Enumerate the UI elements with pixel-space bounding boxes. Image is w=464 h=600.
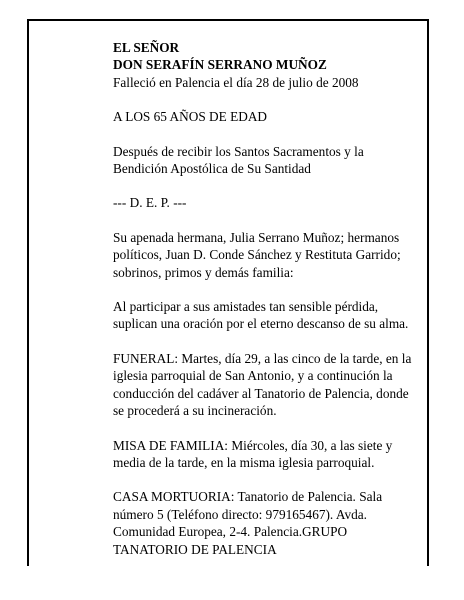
paragraph-line: TANATORIO DE PALENCIA: [113, 541, 277, 557]
family-paragraph: [113, 229, 425, 281]
obituary-notice: [113, 39, 425, 558]
sacraments-paragraph: [113, 143, 425, 178]
spacer: [113, 471, 425, 488]
header: [113, 39, 425, 91]
funeral-paragraph: [113, 350, 425, 420]
paragraph-line: Al participar a sus amistades tan sensible pérdida,: [113, 299, 379, 315]
spacer: [113, 212, 425, 229]
mortuary-paragraph: [113, 488, 425, 558]
spacer: [113, 91, 425, 108]
paragraph-line: MISA DE FAMILIA: Miércoles, día 30, a las siete y: [113, 437, 393, 453]
paragraph-line: sobrinos, primos y demás familia:: [113, 264, 294, 280]
paragraph-line: CASA MORTUORIA: Tanatorio de Palencia. Sala: [113, 489, 383, 505]
paragraph-line: FUNERAL: Martes, día 29, a las cinco de la tarde, en la: [113, 350, 412, 366]
spacer: [113, 420, 425, 437]
spacer: [113, 333, 425, 350]
rip-line: --- D. E. P. ---: [113, 195, 187, 211]
spacer: [113, 281, 425, 298]
paragraph-line: conducción del cadáver al Tanatorio de Palencia, donde: [113, 385, 409, 401]
paragraph-line: Comunidad Europea, 2-4. Palencia.GRUPO: [113, 524, 348, 540]
deceased-name: DON SERAFÍN SERRANO MUÑOZ: [113, 57, 327, 73]
paragraph-line: políticos, Juan D. Conde Sánchez y Restituta Garrido;: [113, 247, 401, 263]
age-line: A LOS 65 AÑOS DE EDAD: [113, 109, 268, 125]
spacer: [113, 126, 425, 143]
mass-paragraph: [113, 437, 425, 472]
paragraph-line: Después de recibir los Santos Sacramentos y la: [113, 143, 364, 159]
paragraph-line: media de la tarde, en la misma iglesia parroquial.: [113, 454, 375, 470]
paragraph-line: Su apenada hermana, Julia Serrano Muñoz; hermanos: [113, 229, 400, 245]
paragraph-line: suplican una oración por el eterno descanso de su alma.: [113, 316, 409, 332]
paragraph-line: iglesia parroquial de San Antonio, y a continución la: [113, 368, 393, 384]
title-line: EL SEÑOR: [113, 40, 180, 55]
paragraph-line: número 5 (Teléfono directo: 979165467). Avda.: [113, 506, 367, 522]
paragraph-line: Bendición Apostólica de Su Santidad: [113, 161, 311, 177]
spacer: [113, 177, 425, 194]
death-info: Falleció en Palencia el día 28 de julio de 2008: [113, 74, 359, 90]
paragraph-line: se procederá a su incineración.: [113, 403, 277, 419]
request-paragraph: [113, 298, 425, 333]
